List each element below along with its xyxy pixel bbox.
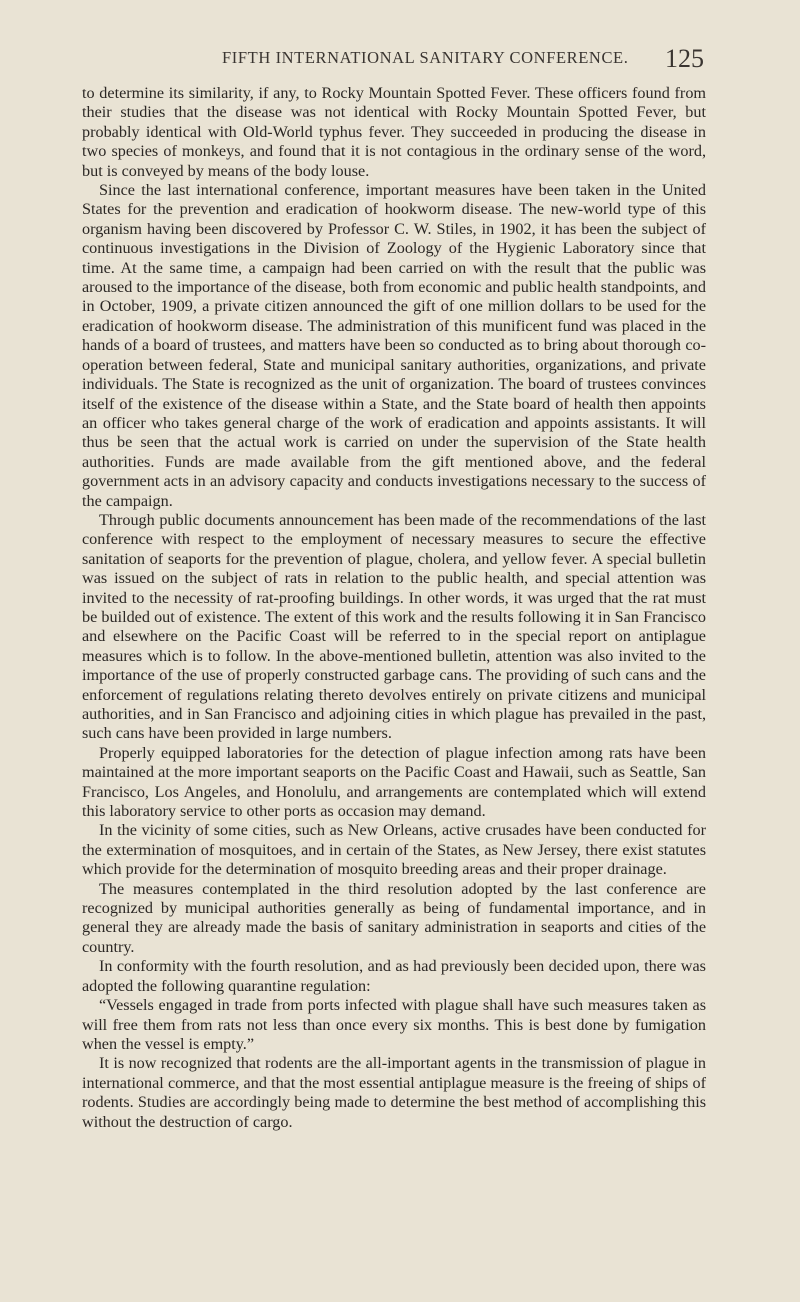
paragraph-mosquitoes: In the vicinity of some cities, such as New Orleans, active crusades have been conducted for the extermination of mosquitoes, and in certain of the States, as New Jersey, there exist statutes which provide for the determination of mosquito breeding areas and their proper drainage. (82, 821, 706, 879)
running-header (82, 44, 704, 80)
running-title: FIFTH INTERNATIONAL SANITARY CONFERENCE. (222, 48, 629, 67)
paragraph-laboratories: Properly equipped laboratories for the detection of plague infection among rats have been maintained at the more important seaports on the Pacific Coast and Hawaii, such as Seattle, San Francisco, Los Angeles, and Honolulu, and arrangements are contemplated which will extend this laboratory service to other ports as occasion may demand. (82, 743, 706, 821)
paragraph-fourth-resolution: In conformity with the fourth resolution, and as had previously been decided upon, there was adopted the following quarantine regulation: (82, 957, 706, 995)
paragraph-hookworm: Since the last international conference, important measures have been taken in the United States for the prevention and eradication of hookworm disease. The new-world type of this organism having been discovered by Professor C. W. Stiles, in 1902, it has been the subject of continuous investigations in the Division of Zoology of the Hygienic Laboratory since that time. At the same time, a campaign had been carried on with the result that the public was aroused to the importance of the disease, both from economic and public health standpoints, and in October, 1909, a private citizen announced the gift of one million dollars to be used for the eradication of hookworm disease. The administration of this munificent fund was placed in the hands of a board of trustees, and matters have been so conducted as to bring about thorough co-operation between federal, State and municipal sanitary authorities, organizations, and private individuals. The State is recognized as the unit of organization. The board of trustees convinces itself of the existence of the disease within a State, and the State board of health then appoints an officer who takes general charge of the work of eradication and appoints assistants. It will thus be seen that the actual work is carried on under the supervision of the State health authorities. Funds are made available from the gift mentioned above, and the federal government acts in an advisory capacity and conducts investigations necessary to the success of the campaign. (82, 181, 706, 510)
paragraph-seaport-sanitation: Through public documents announcement has been made of the recommendations of the last conference with respect to the employment of necessary measures to secure the effective sanitation of seaports for the prevention of plague, cholera, and yellow fever. A special bulletin was issued on the subject of rats in relation to the public health, and special attention was invited to the necessity of rat-proofing buildings. In other words, it was urged that the rat must be builded out of existence. The extent of this work and the results following it in San Francisco and elsewhere on the Pacific Coast will be referred to in the special report on antiplague measures which is to follow. In the above-mentioned bulletin, attention was also invited to the importance of the use of properly constructed garbage cans. The providing of such cans and the enforcement of regulations relating thereto devolves entirely on private citizens and municipal authorities, and in San Francisco and adjoining cities in which plague has prevailed in the past, such cans have been provided in large numbers. (82, 510, 706, 743)
body-text (82, 84, 706, 1132)
paragraph-typhus-findings: to determine its similarity, if any, to Rocky Mountain Spotted Fever. These officers found from their studies that the disease was not identical with Rocky Mountain Spotted Fever, but probably identical with Old-World typhus fever. They succeeded in producing the disease in two species of monkeys, and found that it is not contagious in the ordinary sense of the word, but is conveyed by means of the body louse. (82, 84, 706, 180)
quarantine-regulation-quote: “Vessels engaged in trade from ports infected with plague shall have such measures taken as will free them from rats not less than once every six months. This is best done by fumigation when the vessel is empty.” (82, 996, 706, 1053)
page-number: 125 (665, 44, 704, 73)
paragraph-third-resolution: The measures contemplated in the third resolution adopted by the last conference are recognized by municipal authorities generally as being of fundamental importance, and in general they are already made the basis of sanitary administration in seaports and cities of the country. (82, 879, 706, 956)
paragraph-rodents: It is now recognized that rodents are the all-important agents in the transmission of plague in international commerce, and that the most essential antiplague measure is the freeing of ships of rodents. Studies are accordingly being made to determine the best method of accomplishing this without the destruction of cargo. (82, 1054, 706, 1131)
